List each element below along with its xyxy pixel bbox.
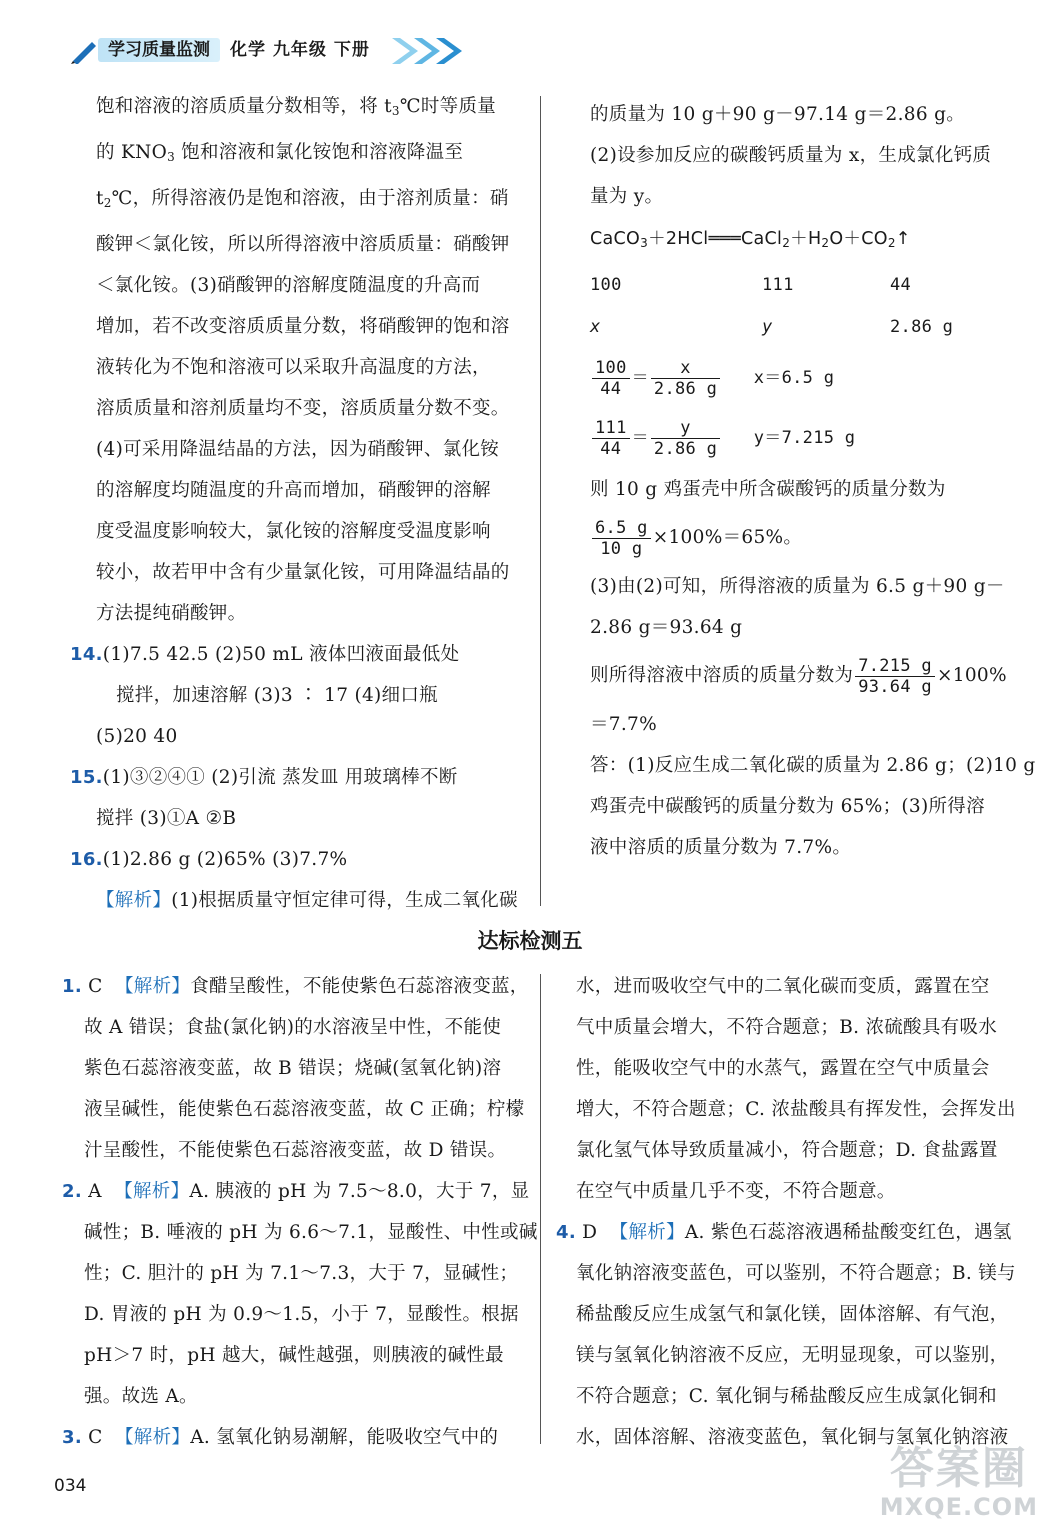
question-16: 16.(1)2.86 g (2)65% (3)7.7% <box>70 849 348 870</box>
pen-icon <box>70 38 98 64</box>
question-4: 4. D 【解析】A. 紫色石蕊溶液遇稀盐酸变红色，遇氢 <box>556 1222 1012 1243</box>
column-divider-bottom <box>540 974 541 1444</box>
column-divider-top <box>540 96 541 906</box>
page-number: 034 <box>54 1476 87 1496</box>
page-header <box>70 36 470 66</box>
question-14: 14.(1)7.5 42.5 (2)50 mL 液体凹液面最低处 <box>70 644 460 665</box>
book-subject: 化学 九年级 下册 <box>230 40 370 60</box>
question-1: 1. C 【解析】食醋呈酸性，不能使紫色石蕊溶液变蓝， <box>62 976 529 997</box>
watermark <box>880 1445 1038 1521</box>
right-column-top: 的质量为 10 g＋90 g－97.14 g＝2.86 g。 (2)设参加反应的碳酸钙质量为 x，生成氯化钙质 量为 y。 $CaCO_3+2HCl═══CaCl_2+H_2O+CO_2↑$ 100 111 44 x y 2.86 g $\frac{100}{44}$ ＝ $\frac{x}{2.86 g}$ x＝6.5 g $\frac{111}{44}$ ＝ $\frac{y}{2.86 g}$ y＝7.215 g 则 10 g 鸡蛋壳中所含碳酸钙的质量分数为 $\frac{6.5 g}{10 g}$ ×100%＝65%。 (3)由(2)可知，所得溶液的质量为 6.5 g＋90 g－ 2.86 g＝93.64 g 则所得溶液中溶质的质量分数为 $\frac{7.215 g}{93.64 g}$ ×100% ＝7.7% 答：(1)反应生成二氧化碳的质量为 2.86 g；(2)10 g 鸡蛋壳中碳酸钙的质量分数为 65%；(3)所得溶 液中溶质的质量分数为 7.7%。 <box>590 104 1036 858</box>
watermark-logo-text: 答案圈 <box>889 1443 1028 1494</box>
book-title: 学习质量监测 <box>98 38 220 62</box>
right-column-bottom: 水，进而吸收空气中的二氧化碳而变质，露置在空 气中质量会增大，不符合题意；B. 浓硫酸具有吸水 性，能吸收空气中的水蒸气，露置在空气中质量会 增大，不符合题意；C. 浓盐酸具有挥发性，会挥发出 氯化氢气体导致质量减小，符合题意；D. 食盐露置 在空气中质量几乎不变，不符合题意。 4. D 【解析】A. 紫色石蕊溶液遇稀盐酸变红色，遇氢 氧化钠溶液变蓝色，可以鉴别，不符合题意；B. 镁与 稀盐酸反应生成氢气和氯化镁，固体溶解、有气泡， 镁与氢氧化钠溶液不反应，无明显现象，可以鉴别， 不符合题意；C. 氧化铜与稀盐酸反应生成氯化铜和 水，固体溶解、溶液变蓝色，氧化铜与氢氧化钠溶液 <box>556 976 1016 1448</box>
question-15: 15.(1)③②④① (2)引流 蒸发皿 用玻璃棒不断 <box>70 767 458 788</box>
chevron-right-icon <box>390 36 470 66</box>
question-3: 3. C 【解析】A. 氢氧化钠易潮解，能吸收空气中的 <box>62 1427 499 1448</box>
watermark-url: MXQE.COM <box>879 1493 1038 1521</box>
question-2: 2. A 【解析】A. 胰液的 pH 为 7.5～8.0，大于 7，显 <box>62 1181 530 1202</box>
section-title: 达标检测五 <box>477 929 583 953</box>
left-column-top: 饱和溶液的溶质质量分数相等，将 $t_3℃$时等质量 的 $KNO_3$ 饱和溶液和氯化铵饱和溶液降温至 $t_2℃$，所得溶液仍是饱和溶液，由于溶剂质量：硝 酸钾＜氯化铵，所以所得溶液中溶质质量：硝酸钾 ＜氯化铵。(3)硝酸钾的溶解度随温度的升高而 增加，若不改变溶质质量分数，将硝酸钾的饱和溶 液转化为不饱和溶液可以采取升高温度的方法， 溶质质量和溶剂质量均不变，溶质质量分数不变。 (4)可采用降温结晶的方法，因为硝酸钾、氯化铵 的溶解度均随温度的升高而增加，硝酸钾的溶解 度受温度影响较大，氯化铵的溶解度受温度影响 较小，故若甲中含有少量氯化铵，可用降温结晶的 方法提纯硝酸钾。 14.(1)7.5 42.5 (2)50 mL 液体凹液面最低处 搅拌，加速溶解 (3)3 ∶ 17 (4)细口瓶 (5)20 40 15.(1)③②④① (2)引流 蒸发皿 用玻璃棒不断 搅拌 (3)①A ②B 16.(1)2.86 g (2)65% (3)7.7% 【解析】(1)根据质量守恒定律可得，生成二氧化碳 <box>70 86 528 921</box>
left-column-bottom: 1. C 【解析】食醋呈酸性，不能使紫色石蕊溶液变蓝， 故 A 错误；食盐(氯化钠)的水溶液呈中性，不能使 紫色石蕊溶液变蓝，故 B 错误；烧碱(氢氧化钠)溶 液呈碱性，能使紫色石蕊溶液变蓝，故 C 正确；柠檬 汁呈酸性，不能使紫色石蕊溶液变蓝，故 D 错误。 2. A 【解析】A. 胰液的 pH 为 7.5～8.0，大于 7，显 碱性；B. 唾液的 pH 为 6.6～7.1，显酸性、中性或碱 性；C. 胆汁的 pH 为 7.1～7.3，大于 7，显碱性； D. 胃液的 pH 为 0.9～1.5，小于 7，显酸性。根据 pH＞7 时，pH 越大，碱性越强，则胰液的碱性最 强。故选 A。 3. C 【解析】A. 氢氧化钠易潮解，能吸收空气中的 <box>62 966 528 1458</box>
chemical-equation: $CaCO_3+2HCl═══CaCl_2+H_2O+CO_2↑$ <box>590 229 911 250</box>
